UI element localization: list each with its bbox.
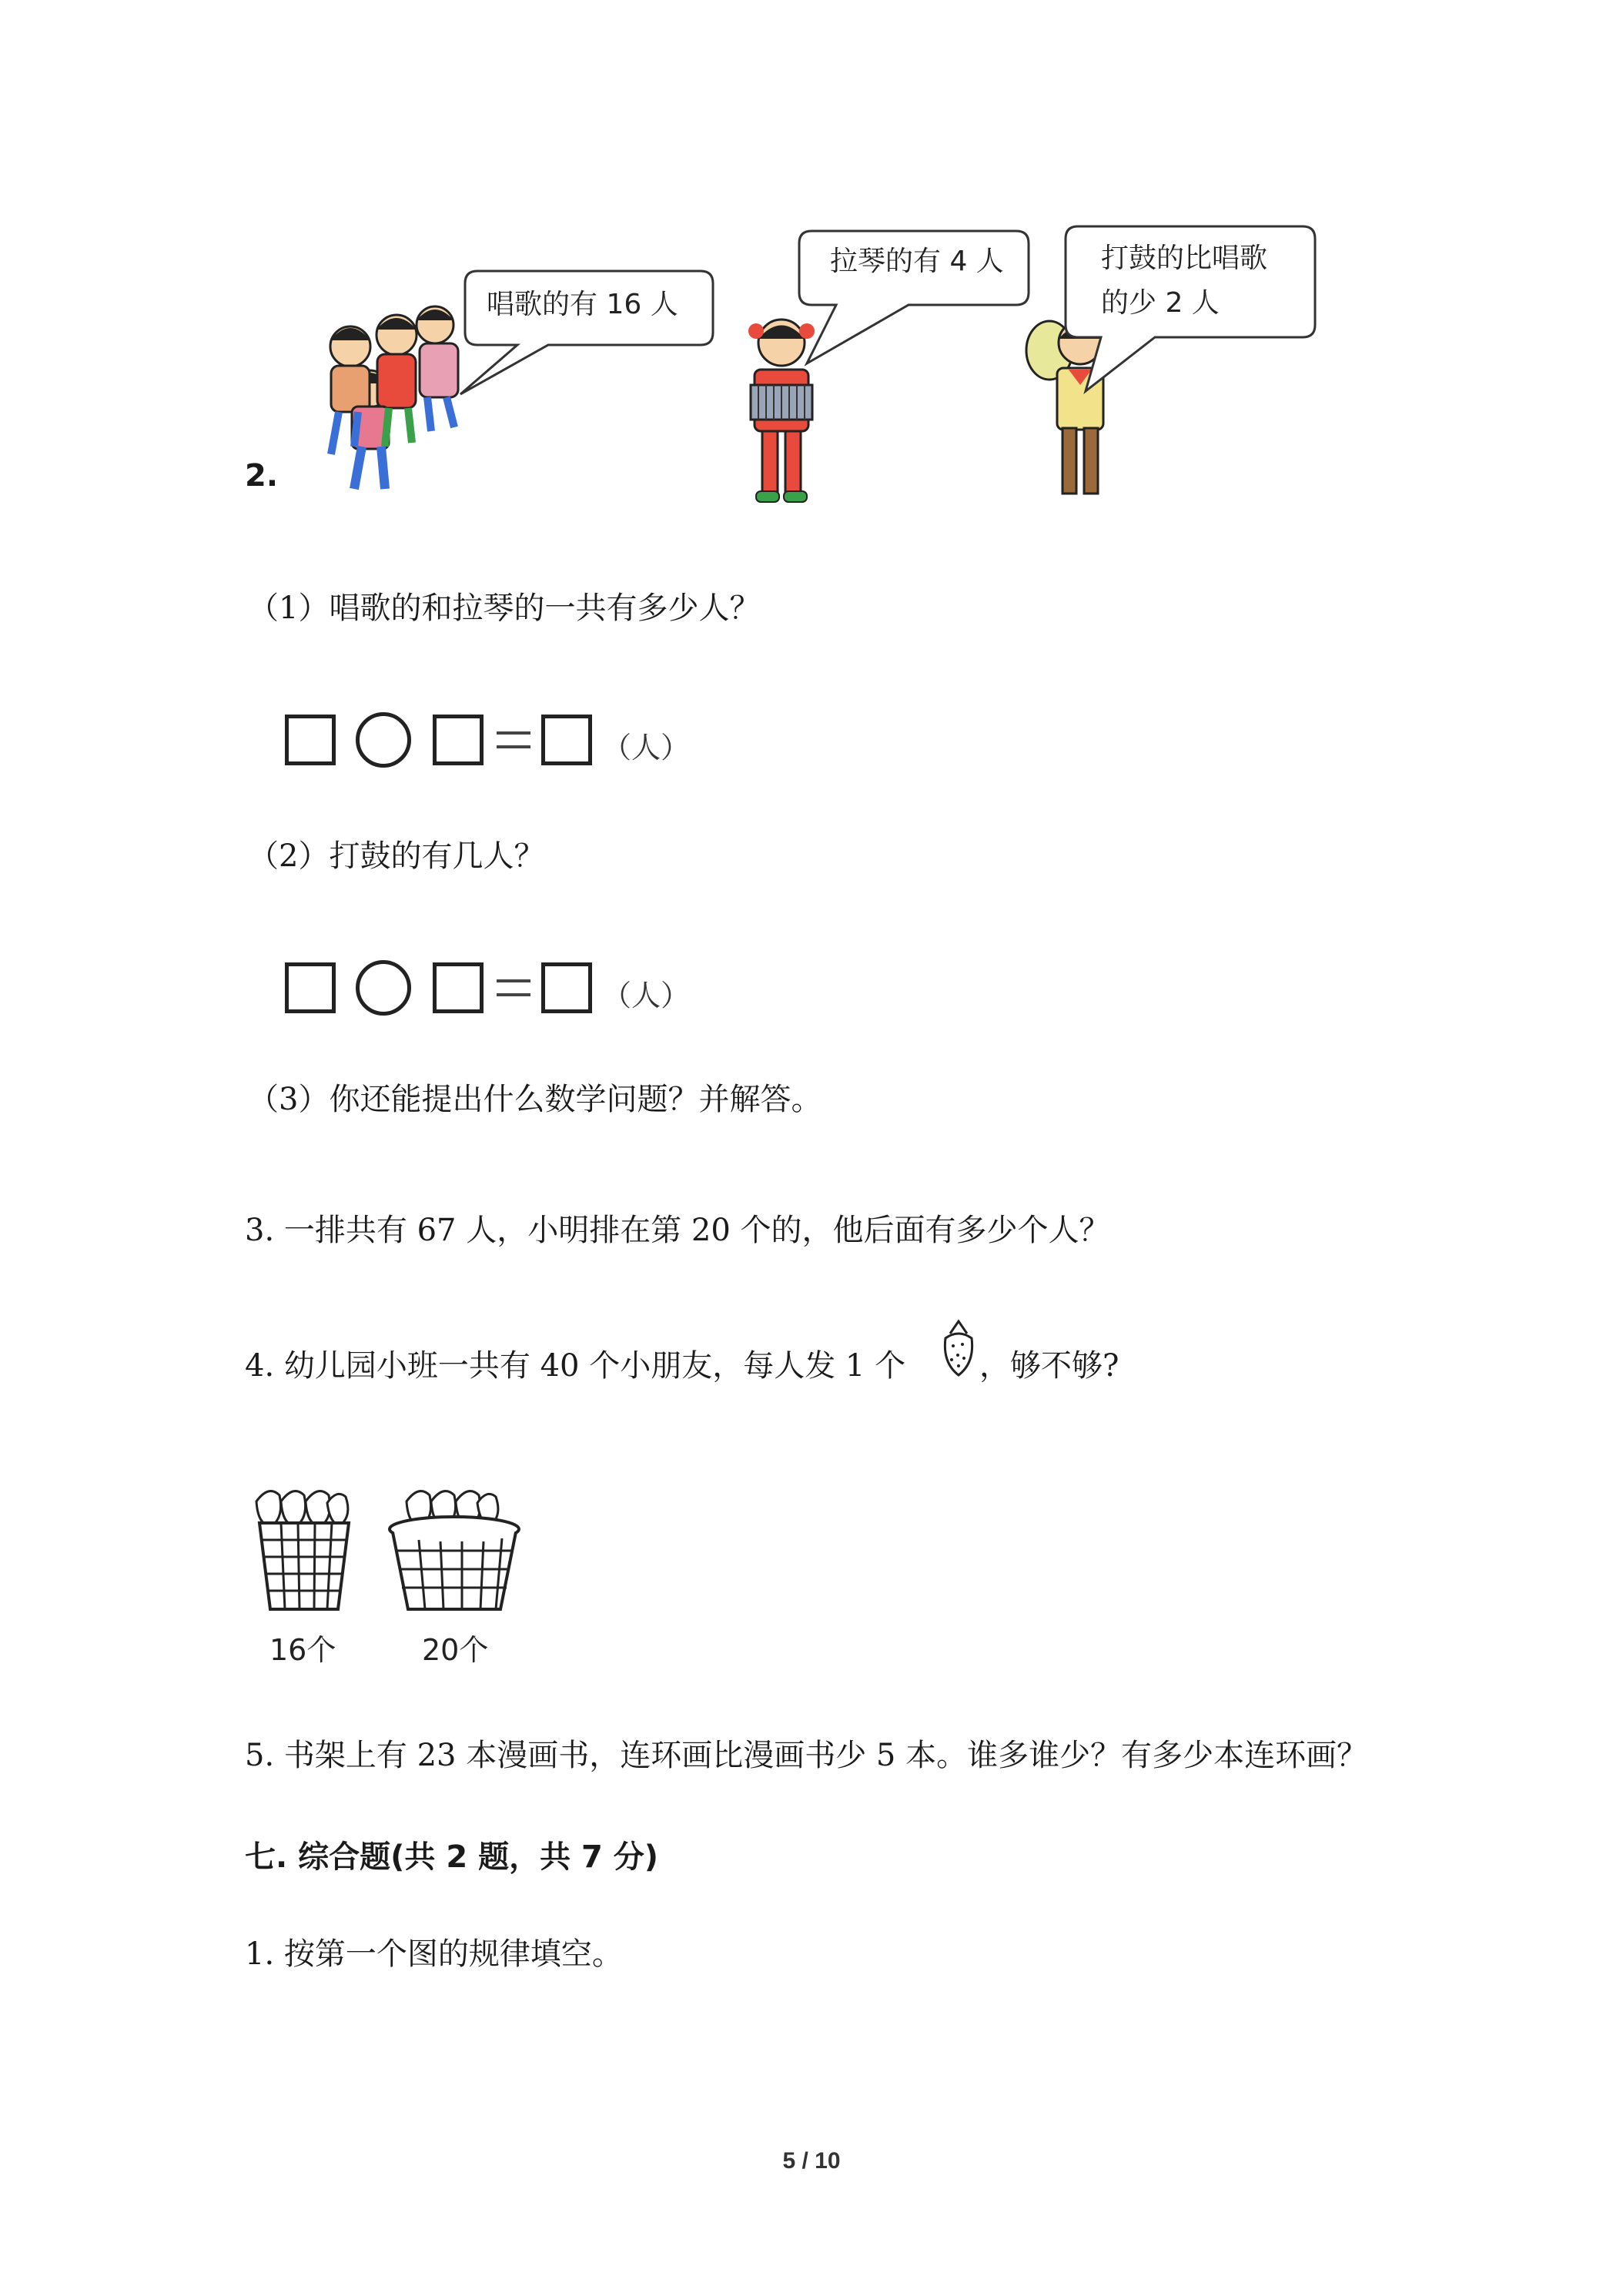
basket-2-label: 20个 [422, 1633, 489, 1667]
speech-bubble-piano [785, 217, 1047, 371]
problem-4-text-after: ，够不够? [979, 1348, 1119, 1384]
operator-circle[interactable] [356, 712, 411, 768]
strawberry-basket-icon [250, 1478, 358, 1625]
unit-label: （人） [602, 731, 691, 765]
question-2-1: （1）唱歌的和拉琴的一共有多少人？ [248, 591, 761, 626]
answer-box[interactable] [285, 962, 336, 1013]
strawberry-basket-icon [385, 1478, 524, 1625]
section-7-question-1: 1. 按第一个图的规律填空。 [245, 1936, 623, 1972]
question-2-3: （3）你还能提出什么数学问题？并解答。 [248, 1082, 822, 1117]
page-number: 5 / 10 [782, 2148, 841, 2174]
answer-box[interactable] [433, 962, 484, 1013]
answer-box[interactable] [541, 962, 592, 1013]
problem-number-2: 2. [245, 458, 279, 494]
question-2-2: （2）打鼓的有几人？ [248, 838, 545, 874]
operator-circle[interactable] [356, 960, 411, 1016]
strawberry-icon [939, 1317, 978, 1378]
unit-label: （人） [602, 979, 691, 1012]
bubble-drum-line2: 的少 2 人 [1101, 287, 1220, 319]
bubble-sing-text: 唱歌的有 16 人 [487, 289, 678, 320]
section-7-title: 七. 综合题(共 2 题，共 7 分) [245, 1839, 659, 1875]
answer-box[interactable] [433, 715, 484, 765]
speech-bubble-sing [431, 262, 724, 400]
answer-box[interactable] [285, 715, 336, 765]
basket-1-label: 16个 [269, 1633, 336, 1667]
bubble-piano-text: 拉琴的有 4 人 [830, 246, 1004, 277]
problem-4-text-before: 4. 幼儿园小班一共有 40 个小朋友，每人发 1 个 [245, 1348, 906, 1384]
bubble-drum-line1: 打鼓的比唱歌 [1101, 243, 1268, 274]
problem-5: 5. 书架上有 23 本漫画书，连环画比漫画书少 5 本。谁多谁少？有多少本连环画？ [245, 1738, 1368, 1773]
answer-box[interactable] [541, 715, 592, 765]
problem-3: 3. 一排共有 67 人，小明排在第 20 个的，他后面有多少个人？ [245, 1213, 1110, 1248]
